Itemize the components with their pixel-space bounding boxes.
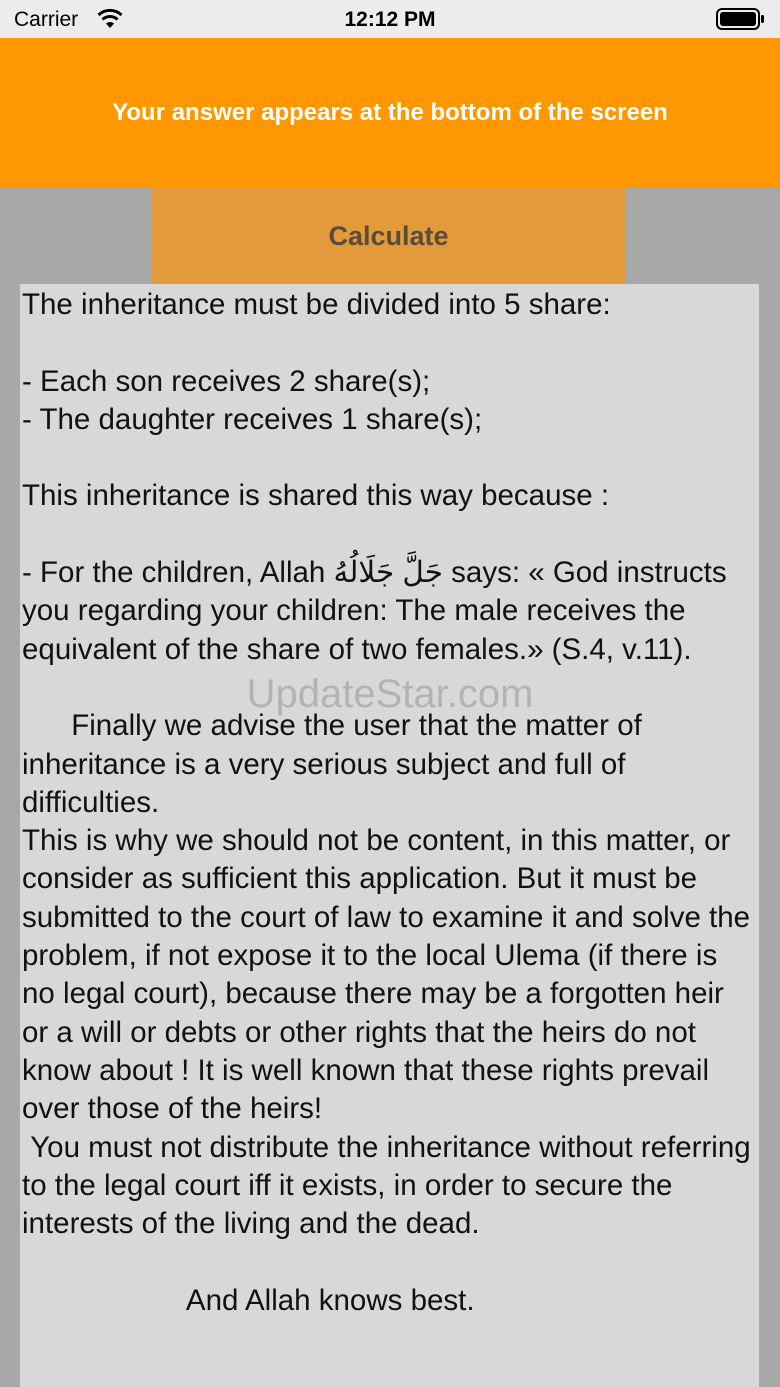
status-bar [0,0,780,38]
watermark: UpdateStar.com [246,672,534,716]
calculate-button[interactable]: Calculate [152,188,625,284]
clock-label: 12:12 PM [344,8,436,31]
instruction-banner [0,38,780,188]
carrier-label: Carrier [14,8,79,31]
banner-text: Your answer appears at the bottom of the screen [112,99,668,126]
result-text-area[interactable] [20,284,759,1387]
battery-icon [716,8,766,30]
result-text: The inheritance must be divided into 5 share: - Each son receives 2 share(s); - The daughter receives 1 share(s); This inheritance is shared this way because : - For the children, Allah جَلَّ جَلَالُهُ says: « God instructs you regarding your children: The male receives the equivalent of the share of two females.» (S.4, v.11). Finally we advise the user that the matter of inheritance is a very serious subject and full of difficulties. This is why we should not be content, in this matter, or consider as sufficient this application. But it must be submitted to the court of law to examine it and solve the problem, if not expose it to the local Ulema (if there is no legal court), because there may be a forgotten heir or a will or debts or other rights that the heirs do not know about ! It is well known that these rights prevail over those of the heirs! You must not distribute the inheritance without referring to the legal court iff it exists, in order to secure the interests of the living and the dead. And Allah knows best. [22,288,751,1317]
